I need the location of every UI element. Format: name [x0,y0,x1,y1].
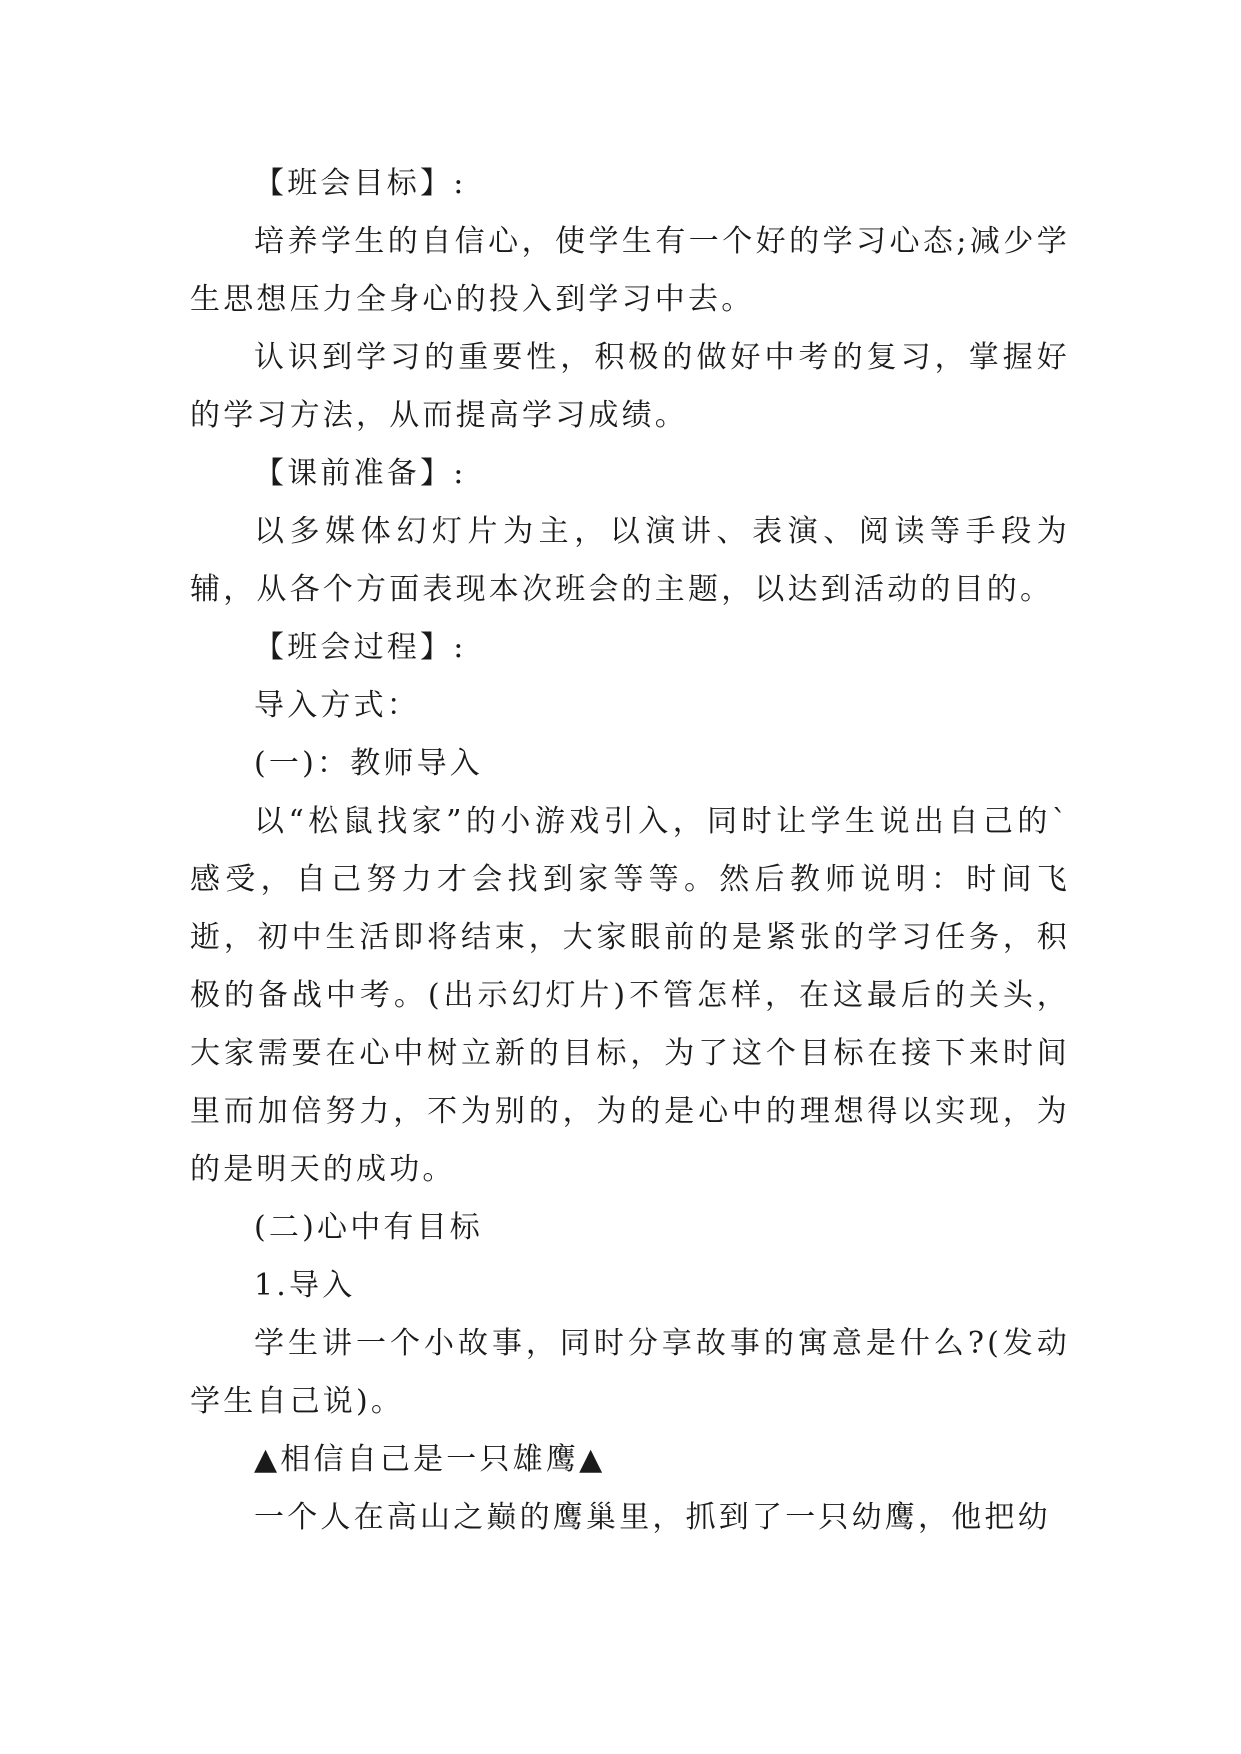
subheading-have-goals: (二)心中有目标 [254,1210,484,1245]
section-heading-preparation: 【课前准备】: [254,456,467,491]
story-title-eagle: ▲相信自己是一只雄鹰▲ [254,1442,606,1477]
section-heading-process: 【班会过程】: [254,630,467,665]
paragraph-preparation: 以多媒体幻灯片为主，以演讲、表演、阅读等手段为辅，从各个方面表现本次班会的主题，以达到活动的目的。 [190,514,1070,607]
paragraph-goal-importance: 认识到学习的重要性，积极的做好中考的复习，掌握好的学习方法，从而提高学习成绩。 [190,340,1070,433]
section-heading-goals: 【班会目标】: [254,166,467,201]
subheading-teacher-intro: (一)：教师导入 [254,746,484,781]
paragraph-student-story: 学生讲一个小故事，同时分享故事的寓意是什么?(发动学生自己说)。 [190,1326,1070,1419]
paragraph-eagle-story: 一个人在高山之巅的鹰巢里，抓到了一只幼鹰，他把幼 [254,1500,1051,1535]
paragraph-intro-method: 导入方式： [254,688,420,723]
document-body [190,155,1070,1547]
subheading-intro-1: 1.导入 [254,1268,356,1303]
paragraph-squirrel-game: 以“松鼠找家”的小游戏引入，同时让学生说出自己的`感受，自己努力才会找到家等等。然后教师说明：时间飞逝，初中生活即将结束，大家眼前的是紧张的学习任务，积极的备战中考。(出示幻灯片)不管怎样，在这最后的关头，大家需要在心中树立新的目标，为了这个目标在接下来时间里而加倍努力，不为别的，为的是心中的理想得以实现，为的是明天的成功。 [190,804,1070,1187]
paragraph-goal-confidence: 培养学生的自信心，使学生有一个好的学习心态;减少学生思想压力全身心的投入到学习中去。 [190,224,1070,317]
